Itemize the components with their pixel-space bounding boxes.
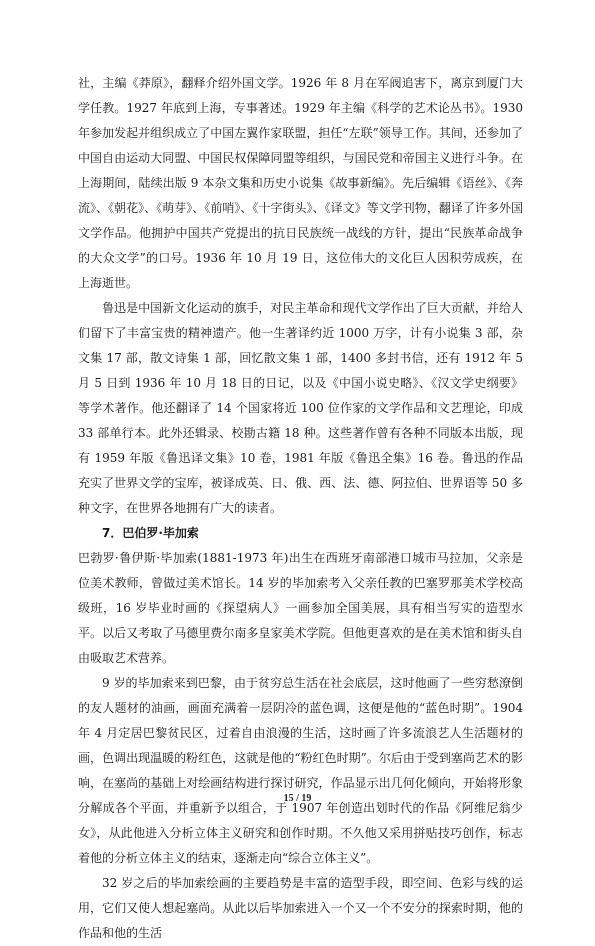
paragraph-picasso-later: 32 岁之后的毕加索绘画的主要趋势是丰富的造型手段，即空间、色彩与线的运用，它们又使人想起塞尚。从此以后毕加索进入一个又一个不安分的探索时期，他的作品和他的生活 <box>78 876 523 940</box>
page-number: 15 / 19 <box>283 793 312 804</box>
paragraph-lu-xun-biography: 社，主编《莽原》，翻释介绍外国文学。1926 年 8 月在军阀追害下，离京到厦门大学任教。1927 年底到上海，专事著述。1929 年主编《科学的艺术论丛书》。1930 年参加发起并组织成立了中国左翼作家联盟，担任“左联”领导工作。其间，还参加了中国自由运动大同盟、中国民权保障同盟等组织，与国民党和帝国主义进行斗争。在上海期间，陆续出版 9 本杂文集和历史小说集《故事新编》。先后编辑《语丝》、《奔流》、《朝花》、《萌芽》、《前哨》、《十字街头》、《译文》等文学刊物，翻译了许多外国文学作品。他拥护中国共产党提出的抗日民族统一战线的方针，提出“民族革命战争的大众文学”的口号。1936 年 10 月 19 日，这位伟大的文化巨人因积劳成疾，在上海逝世。 <box>78 76 523 290</box>
paragraph-picasso-early-life: 巴勃罗·鲁伊斯·毕加索(1881-1973 年)出生在西班牙南部港口城市马拉加，父亲是位美术教师，曾做过美术馆长。14 岁的毕加索考入父亲任教的巴塞罗那美术学校高级班，16 岁毕业时画的《探望病人》一画参加全国美展，具有相当写实的造型水平。以后又考取了马德里费尔南多皇家美术学院。但他更喜欢的是在美术馆和街头自由吸取艺术营养。 <box>78 551 523 665</box>
section-heading-picasso: 7．巴伯罗·毕加索 <box>102 526 199 540</box>
document-body <box>78 71 523 946</box>
paragraph-picasso-paris: 9 岁的毕加索来到巴黎，由于贫穷总生活在社会底层，这时他画了一些穷愁潦倒的友人题材的油画，画面充满着一层阴冷的蓝色调，这便是他的“蓝色时期”。1904 年 4 月定居巴黎贫民区，过着自由浪漫的生活，这时画了许多流浪艺人生活题材的画，色调出现温暖的粉红色，这就是他的“粉红色时期”。尔后由于受到塞尚艺术的影响，在塞尚的基础上对绘画结构进行探讨研究，作品显示出几何化倾向，开始将形象分解成各个平面，并重新予以组合，于 1907 年创造出划时代的作品《阿维尼翁少女》，从此他进入分析立体主义研究和创作时期。不久他又采用拼贴技巧创作，标志着他的分析立体主义的结束，逐渐走向“综合立体主义”。 <box>78 676 523 865</box>
paragraph-lu-xun-legacy: 鲁迅是中国新文化运动的旗手，对民主革命和现代文学作出了巨大贡献，并给人们留下了丰富宝贵的精神遗产。他一生著译约近 1000 万字，计有小说集 3 部，杂文集 17 部，散文诗集 1 部，回忆散文集 1 部，1400 多封书信，还有 1912 年 5 月 5 日到 1936 年 10 月 18 日的日记，以及《中国小说史略》、《汉文学史纲要》等学术著作。他还翻译了 14 个国家将近 100 位作家的文学作品和文艺理论，印成 33 部单行本。此外还辑录、校勘古籍 18 种。这些著作曾有各种不同版本出版，现有 1959 年版《鲁迅译文集》10 卷，1981 年版《鲁迅全集》16 卷。鲁迅的作品充实了世界文学的宝库，被译成英、日、俄、西、法、德、阿拉伯、世界语等 50 多种文字，在世界各地拥有广大的读者。 <box>78 301 523 515</box>
